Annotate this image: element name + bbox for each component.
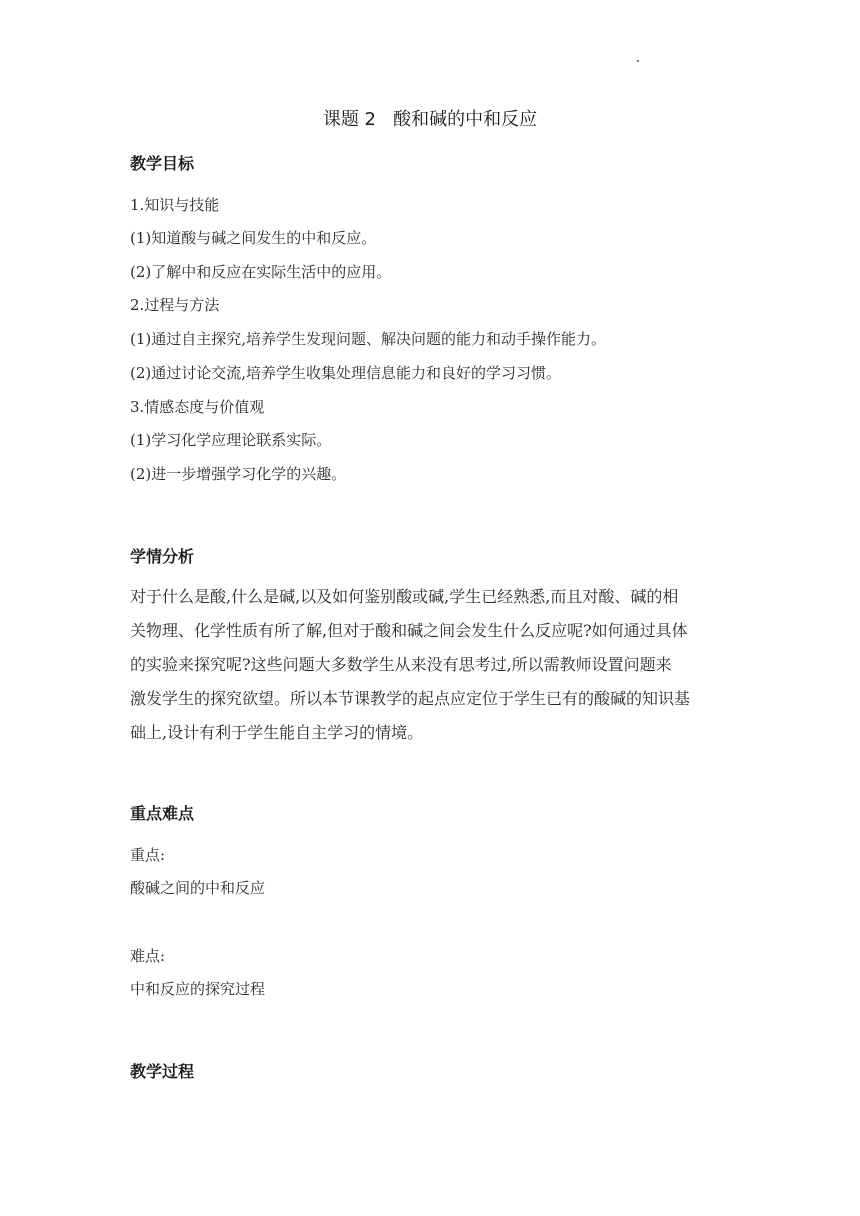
objective-line: (2)了解中和反应在实际生活中的应用。	[130, 263, 392, 281]
analysis-heading: 学情分析	[130, 547, 195, 566]
objective-line: (1)通过自主探究,培养学生发现问题、解决问题的能力和动手操作能力。	[130, 330, 607, 348]
key-points-heading: 重点难点	[130, 804, 195, 823]
page-mark-dot	[637, 60, 639, 62]
objective-line: (2)通过讨论交流,培养学生收集处理信息能力和良好的学习习惯。	[130, 364, 562, 382]
focus-text: 酸碱之间的中和反应	[130, 879, 266, 897]
objective-line: (2)进一步增强学习化学的兴趣。	[130, 465, 347, 483]
analysis-line: 激发学生的探究欲望。所以本节课教学的起点应定位于学生已有的酸碱的知识基	[130, 689, 691, 708]
objective-line: 3.情感态度与价值观	[130, 398, 265, 416]
analysis-line: 础上,设计有利于学生能自主学习的情境。	[130, 723, 424, 742]
process-heading: 教学过程	[130, 1062, 195, 1081]
objective-line: 2.过程与方法	[130, 296, 220, 314]
difficulty-text: 中和反应的探究过程	[130, 980, 266, 998]
objective-line: (1)学习化学应理论联系实际。	[130, 431, 332, 449]
analysis-line: 的实验来探究呢?这些问题大多数学生从来没有思考过,所以需教师设置问题来	[130, 655, 672, 674]
objective-line: 1.知识与技能	[130, 196, 220, 214]
objective-line: (1)知道酸与碱之间发生的中和反应。	[130, 229, 377, 247]
analysis-line: 关物理、化学性质有所了解,但对于酸和碱之间会发生什么反应呢?如何通过具体	[130, 621, 688, 640]
analysis-paragraph	[130, 580, 732, 750]
focus-label: 重点:	[130, 846, 166, 864]
analysis-line: 对于什么是酸,什么是碱,以及如何鉴别酸或碱,学生已经熟悉,而且对酸、碱的相	[130, 587, 679, 606]
page-title: 课题 2 酸和碱的中和反应	[322, 109, 538, 130]
objectives-heading: 教学目标	[130, 154, 195, 173]
difficulty-label: 难点:	[130, 947, 166, 965]
